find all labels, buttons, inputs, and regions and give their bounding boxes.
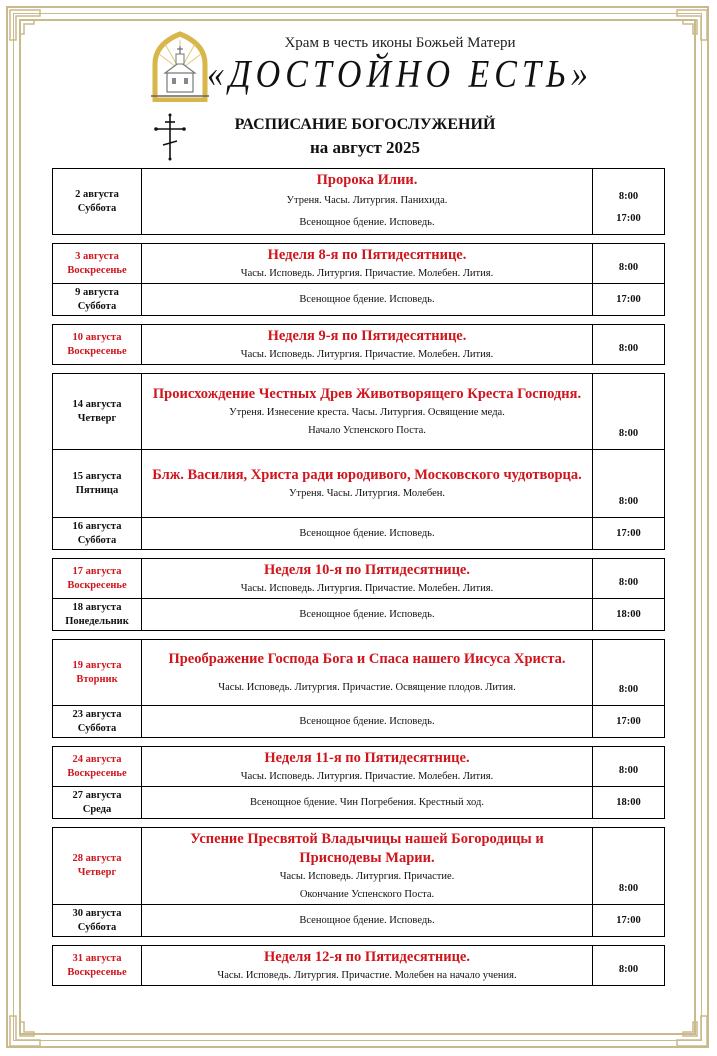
- service-time: 18:00: [616, 608, 641, 620]
- service-time: 8:00: [618, 428, 639, 439]
- time-cell: [593, 640, 665, 706]
- feast-title: Неделя 8-я по Пятидесятнице.: [267, 247, 467, 263]
- row-spacer: [53, 550, 665, 559]
- date-cell: [53, 747, 142, 787]
- service-time: 17:00: [616, 914, 641, 926]
- services-cell: [142, 450, 593, 518]
- frame-corner-ornament-icon: [675, 8, 709, 42]
- date-cell: [53, 374, 142, 450]
- schedule-row: [53, 599, 665, 631]
- services-cell: [142, 787, 593, 819]
- service-time: 8:00: [618, 262, 639, 273]
- date-text: 19 августа: [72, 659, 122, 671]
- row-spacer-cell: [53, 819, 665, 828]
- service-time: 8:00: [618, 883, 639, 894]
- row-spacer: [53, 365, 665, 374]
- services-cell: [142, 518, 593, 550]
- service-line: Всенощное бдение. Исповедь.: [299, 527, 435, 539]
- weekday-text: Суббота: [77, 921, 117, 933]
- weekday-text: Понедельник: [65, 615, 129, 627]
- date-cell: [53, 450, 142, 518]
- service-line: Утреня. Изнесение креста. Часы. Литургия. Освящение меда.: [229, 407, 505, 418]
- feast-title: Неделя 11-я по Пятидесятнице.: [264, 750, 470, 766]
- row-spacer-cell: [53, 550, 665, 559]
- row-spacer-cell: [53, 937, 665, 946]
- date-cell: [53, 325, 142, 365]
- time-cell: [593, 518, 665, 550]
- time-cell: [593, 828, 665, 905]
- service-time: 8:00: [618, 765, 639, 776]
- weekday-text: Воскресенье: [67, 264, 127, 276]
- date-cell: [53, 284, 142, 316]
- frame-corner-ornament-icon: [8, 8, 42, 42]
- date-text: 23 августа: [72, 708, 122, 720]
- date-cell: [53, 905, 142, 937]
- feast-title: Неделя 9-я по Пятидесятнице.: [267, 328, 467, 344]
- services-cell: [142, 599, 593, 631]
- service-line: Часы. Исповедь. Литургия. Причастие. Молебен. Лития.: [240, 349, 494, 360]
- title-line-1: РАСПИСАНИЕ БОГОСЛУЖЕНИЙ: [234, 116, 496, 133]
- service-line: Утреня. Часы. Литургия. Молебен.: [288, 488, 446, 499]
- service-line: Всенощное бдение. Исповедь.: [299, 608, 435, 620]
- date-cell: [53, 599, 142, 631]
- weekday-text: Воскресенье: [67, 966, 127, 978]
- weekday-text: Суббота: [77, 202, 117, 214]
- date-cell: [53, 244, 142, 284]
- service-time: 8:00: [618, 191, 639, 202]
- service-line: Часы. Исповедь. Литургия. Причастие. Освящение плодов. Лития.: [218, 682, 516, 693]
- schedule-row: [53, 787, 665, 819]
- schedule-row: [53, 706, 665, 738]
- feast-title: Преображение Господа Бога и Спаса нашего Иисуса Христа.: [168, 651, 566, 667]
- feast-title: Неделя 12-я по Пятидесятнице.: [263, 949, 470, 965]
- date-cell: [53, 787, 142, 819]
- schedule-row: [53, 640, 665, 706]
- time-cell: [593, 747, 665, 787]
- time-cell: [593, 244, 665, 284]
- weekday-text: Пятница: [75, 484, 119, 496]
- row-spacer: [53, 738, 665, 747]
- feast-title: Происхождение Честных Древ Животворящего Креста Господня.: [152, 386, 582, 402]
- date-text: 17 августа: [72, 565, 122, 577]
- schedule-row: [53, 518, 665, 550]
- service-time: 8:00: [618, 964, 639, 975]
- date-text: 30 августа: [72, 907, 122, 919]
- church-name-title: «ДОСТОЙНО ЕСТЬ»: [207, 53, 593, 96]
- time-cell: [593, 787, 665, 819]
- service-line: Окончание Успенского Поста.: [299, 889, 435, 900]
- schedule-row: [53, 284, 665, 316]
- service-line: Всенощное бдение. Исповедь.: [299, 293, 435, 305]
- service-time: 8:00: [618, 496, 639, 507]
- date-text: 18 августа: [72, 601, 122, 613]
- row-spacer-cell: [53, 365, 665, 374]
- service-line: Всенощное бдение. Исповедь.: [299, 914, 435, 926]
- weekday-text: Суббота: [77, 300, 117, 312]
- weekday-text: Воскресенье: [67, 767, 127, 779]
- schedule-row: [53, 374, 665, 450]
- row-spacer-cell: [53, 235, 665, 244]
- weekday-text: Четверг: [77, 867, 117, 878]
- row-spacer: [53, 235, 665, 244]
- feast-title: Блж. Василия, Христа ради юродивого, Московского чудотворца.: [152, 467, 582, 483]
- row-spacer-cell: [53, 738, 665, 747]
- service-line: Всенощное бдение. Чин Погребения. Крестный ход.: [250, 796, 484, 808]
- services-cell: [142, 374, 593, 450]
- row-spacer: [53, 316, 665, 325]
- date-cell: [53, 828, 142, 905]
- services-cell: [142, 905, 593, 937]
- services-cell: [142, 828, 593, 905]
- weekday-text: Среда: [82, 803, 112, 815]
- date-text: 10 августа: [72, 331, 122, 343]
- schedule-row: [53, 905, 665, 937]
- date-text: 9 августа: [75, 286, 119, 298]
- services-cell: [142, 284, 593, 316]
- date-text: 2 августа: [75, 188, 119, 200]
- date-text: 3 августа: [75, 250, 119, 262]
- schedule-row: [53, 747, 665, 787]
- service-time: 17:00: [616, 527, 641, 539]
- date-cell: [53, 559, 142, 599]
- weekday-text: Четверг: [77, 412, 117, 424]
- schedule-row: [53, 450, 665, 518]
- row-spacer: [53, 819, 665, 828]
- row-spacer-cell: [53, 631, 665, 640]
- date-cell: [53, 169, 142, 235]
- schedule-row: [53, 946, 665, 986]
- service-line: Часы. Исповедь. Литургия. Причастие. Молебен на начало учения.: [217, 970, 517, 981]
- services-cell: [142, 747, 593, 787]
- feast-title: Неделя 10-я по Пятидесятнице.: [263, 562, 470, 578]
- service-time: 18:00: [616, 796, 641, 808]
- service-line: Часы. Исповедь. Литургия. Причастие. Молебен. Лития.: [240, 268, 494, 279]
- service-line: Всенощное бдение. Исповедь.: [299, 217, 435, 228]
- services-cell: [142, 244, 593, 284]
- time-cell: [593, 169, 665, 235]
- service-line: Часы. Исповедь. Литургия. Причастие. Молебен. Лития.: [240, 583, 494, 594]
- service-line: Всенощное бдение. Исповедь.: [299, 715, 435, 727]
- frame-corner-ornament-icon: [8, 1014, 42, 1048]
- services-cell: [142, 325, 593, 365]
- row-spacer-cell: [53, 316, 665, 325]
- service-line: Утреня. Часы. Литургия. Панихида.: [286, 195, 448, 206]
- service-time: 17:00: [616, 715, 641, 727]
- schedule-row: [53, 169, 665, 235]
- schedule-table: [52, 168, 665, 986]
- feast-title: Успение Пресвятой Владычицы нашей Богородицы и Приснодевы Марии.: [190, 831, 544, 866]
- date-text: 24 августа: [72, 753, 122, 765]
- orthodox-cross-icon: [150, 112, 190, 162]
- frame-corner-ornament-icon: [675, 1014, 709, 1048]
- church-name-subtitle: Храм в честь иконы Божьей Матери: [284, 35, 516, 51]
- date-text: 27 августа: [72, 789, 122, 801]
- time-cell: [593, 706, 665, 738]
- time-cell: [593, 325, 665, 365]
- service-time: 8:00: [618, 577, 639, 588]
- date-cell: [53, 640, 142, 706]
- date-cell: [53, 706, 142, 738]
- date-text: 28 августа: [72, 853, 122, 864]
- time-cell: [593, 946, 665, 986]
- feast-title: Пророка Илии.: [316, 172, 418, 188]
- schedule-row: [53, 559, 665, 599]
- date-cell: [53, 946, 142, 986]
- time-cell: [593, 905, 665, 937]
- date-text: 16 августа: [72, 520, 122, 532]
- service-time: 17:00: [616, 213, 641, 224]
- services-cell: [142, 640, 593, 706]
- page-title: [200, 113, 530, 159]
- weekday-text: Воскресенье: [67, 579, 127, 591]
- services-cell: [142, 706, 593, 738]
- date-cell: [53, 518, 142, 550]
- services-cell: [142, 559, 593, 599]
- date-text: 31 августа: [72, 952, 122, 964]
- service-time: 8:00: [618, 343, 639, 354]
- time-cell: [593, 450, 665, 518]
- schedule-row: [53, 244, 665, 284]
- weekday-text: Суббота: [77, 534, 117, 546]
- service-line: Часы. Исповедь. Литургия. Причастие.: [279, 871, 455, 882]
- service-time: 8:00: [618, 684, 639, 695]
- service-line: Начало Успенского Поста.: [308, 425, 426, 436]
- services-cell: [142, 946, 593, 986]
- time-cell: [593, 374, 665, 450]
- weekday-text: Вторник: [76, 673, 118, 685]
- time-cell: [593, 284, 665, 316]
- row-spacer: [53, 937, 665, 946]
- schedule-row: [53, 325, 665, 365]
- service-time: 17:00: [616, 293, 641, 305]
- schedule-row: [53, 828, 665, 905]
- row-spacer: [53, 631, 665, 640]
- time-cell: [593, 559, 665, 599]
- date-text: 14 августа: [72, 398, 122, 410]
- weekday-text: Воскресенье: [67, 345, 127, 357]
- service-line: Часы. Исповедь. Литургия. Причастие. Молебен. Лития.: [240, 771, 494, 782]
- services-cell: [142, 169, 593, 235]
- time-cell: [593, 599, 665, 631]
- date-text: 15 августа: [72, 470, 122, 482]
- weekday-text: Суббота: [77, 722, 117, 734]
- title-line-2: на август 2025: [309, 138, 421, 157]
